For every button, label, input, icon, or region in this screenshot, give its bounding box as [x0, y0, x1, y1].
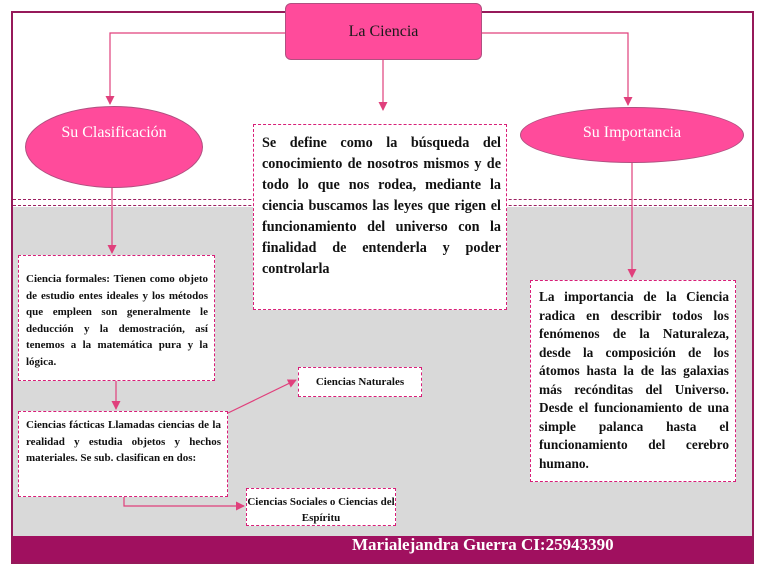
clasificacion-label: Su Clasificación	[61, 124, 167, 141]
ciencias-naturales-box: Ciencias Naturales	[298, 367, 422, 397]
clasificacion-node	[25, 106, 203, 188]
title-text: La Ciencia	[348, 22, 419, 40]
connector-facticas-to-naturales	[228, 380, 296, 413]
connector-title-to-importancia	[482, 33, 628, 105]
importancia-node	[520, 107, 744, 163]
title-node	[285, 3, 482, 60]
ciencias-sociales-box: Ciencias Sociales o Ciencias del Espíritu	[246, 488, 396, 526]
ciencias-facticas-box: Ciencias fácticas Llamadas ciencias de la realidad y estudia objetos y hechos materiales. Se sub. clasifican en dos:	[18, 411, 228, 497]
author-credit: Marialejandra Guerra CI:25943390	[352, 535, 614, 554]
connector-facticas-to-sociales	[124, 497, 244, 506]
definicion-box: Se define como la búsqueda del conocimiento de nosotros mismos y de todo lo que nos rodea, mediante la ciencia buscamos las leyes que rigen el funcionamiento del universo con la finalidad de entenderla y poder controlarla	[253, 124, 507, 310]
importancia-text-box: La importancia de la Ciencia radica en describir todos los fenómenos de la Naturaleza, desde la composición de los átomos hasta la de las galaxias más recónditas del Universo. Desde el funcionamiento de una simple palanca hasta el funcionamiento del cerebro humano.	[530, 280, 736, 482]
ciencias-formales-box: Ciencia formales: Tienen como objeto de estudio entes ideales y los métodos que empleen son generalmente le deducción y la demostración, así tenemos a la matemática pura y la lógica.	[18, 255, 215, 381]
importancia-label: Su Importancia	[582, 124, 682, 141]
connector-title-to-clasificacion	[110, 33, 285, 104]
